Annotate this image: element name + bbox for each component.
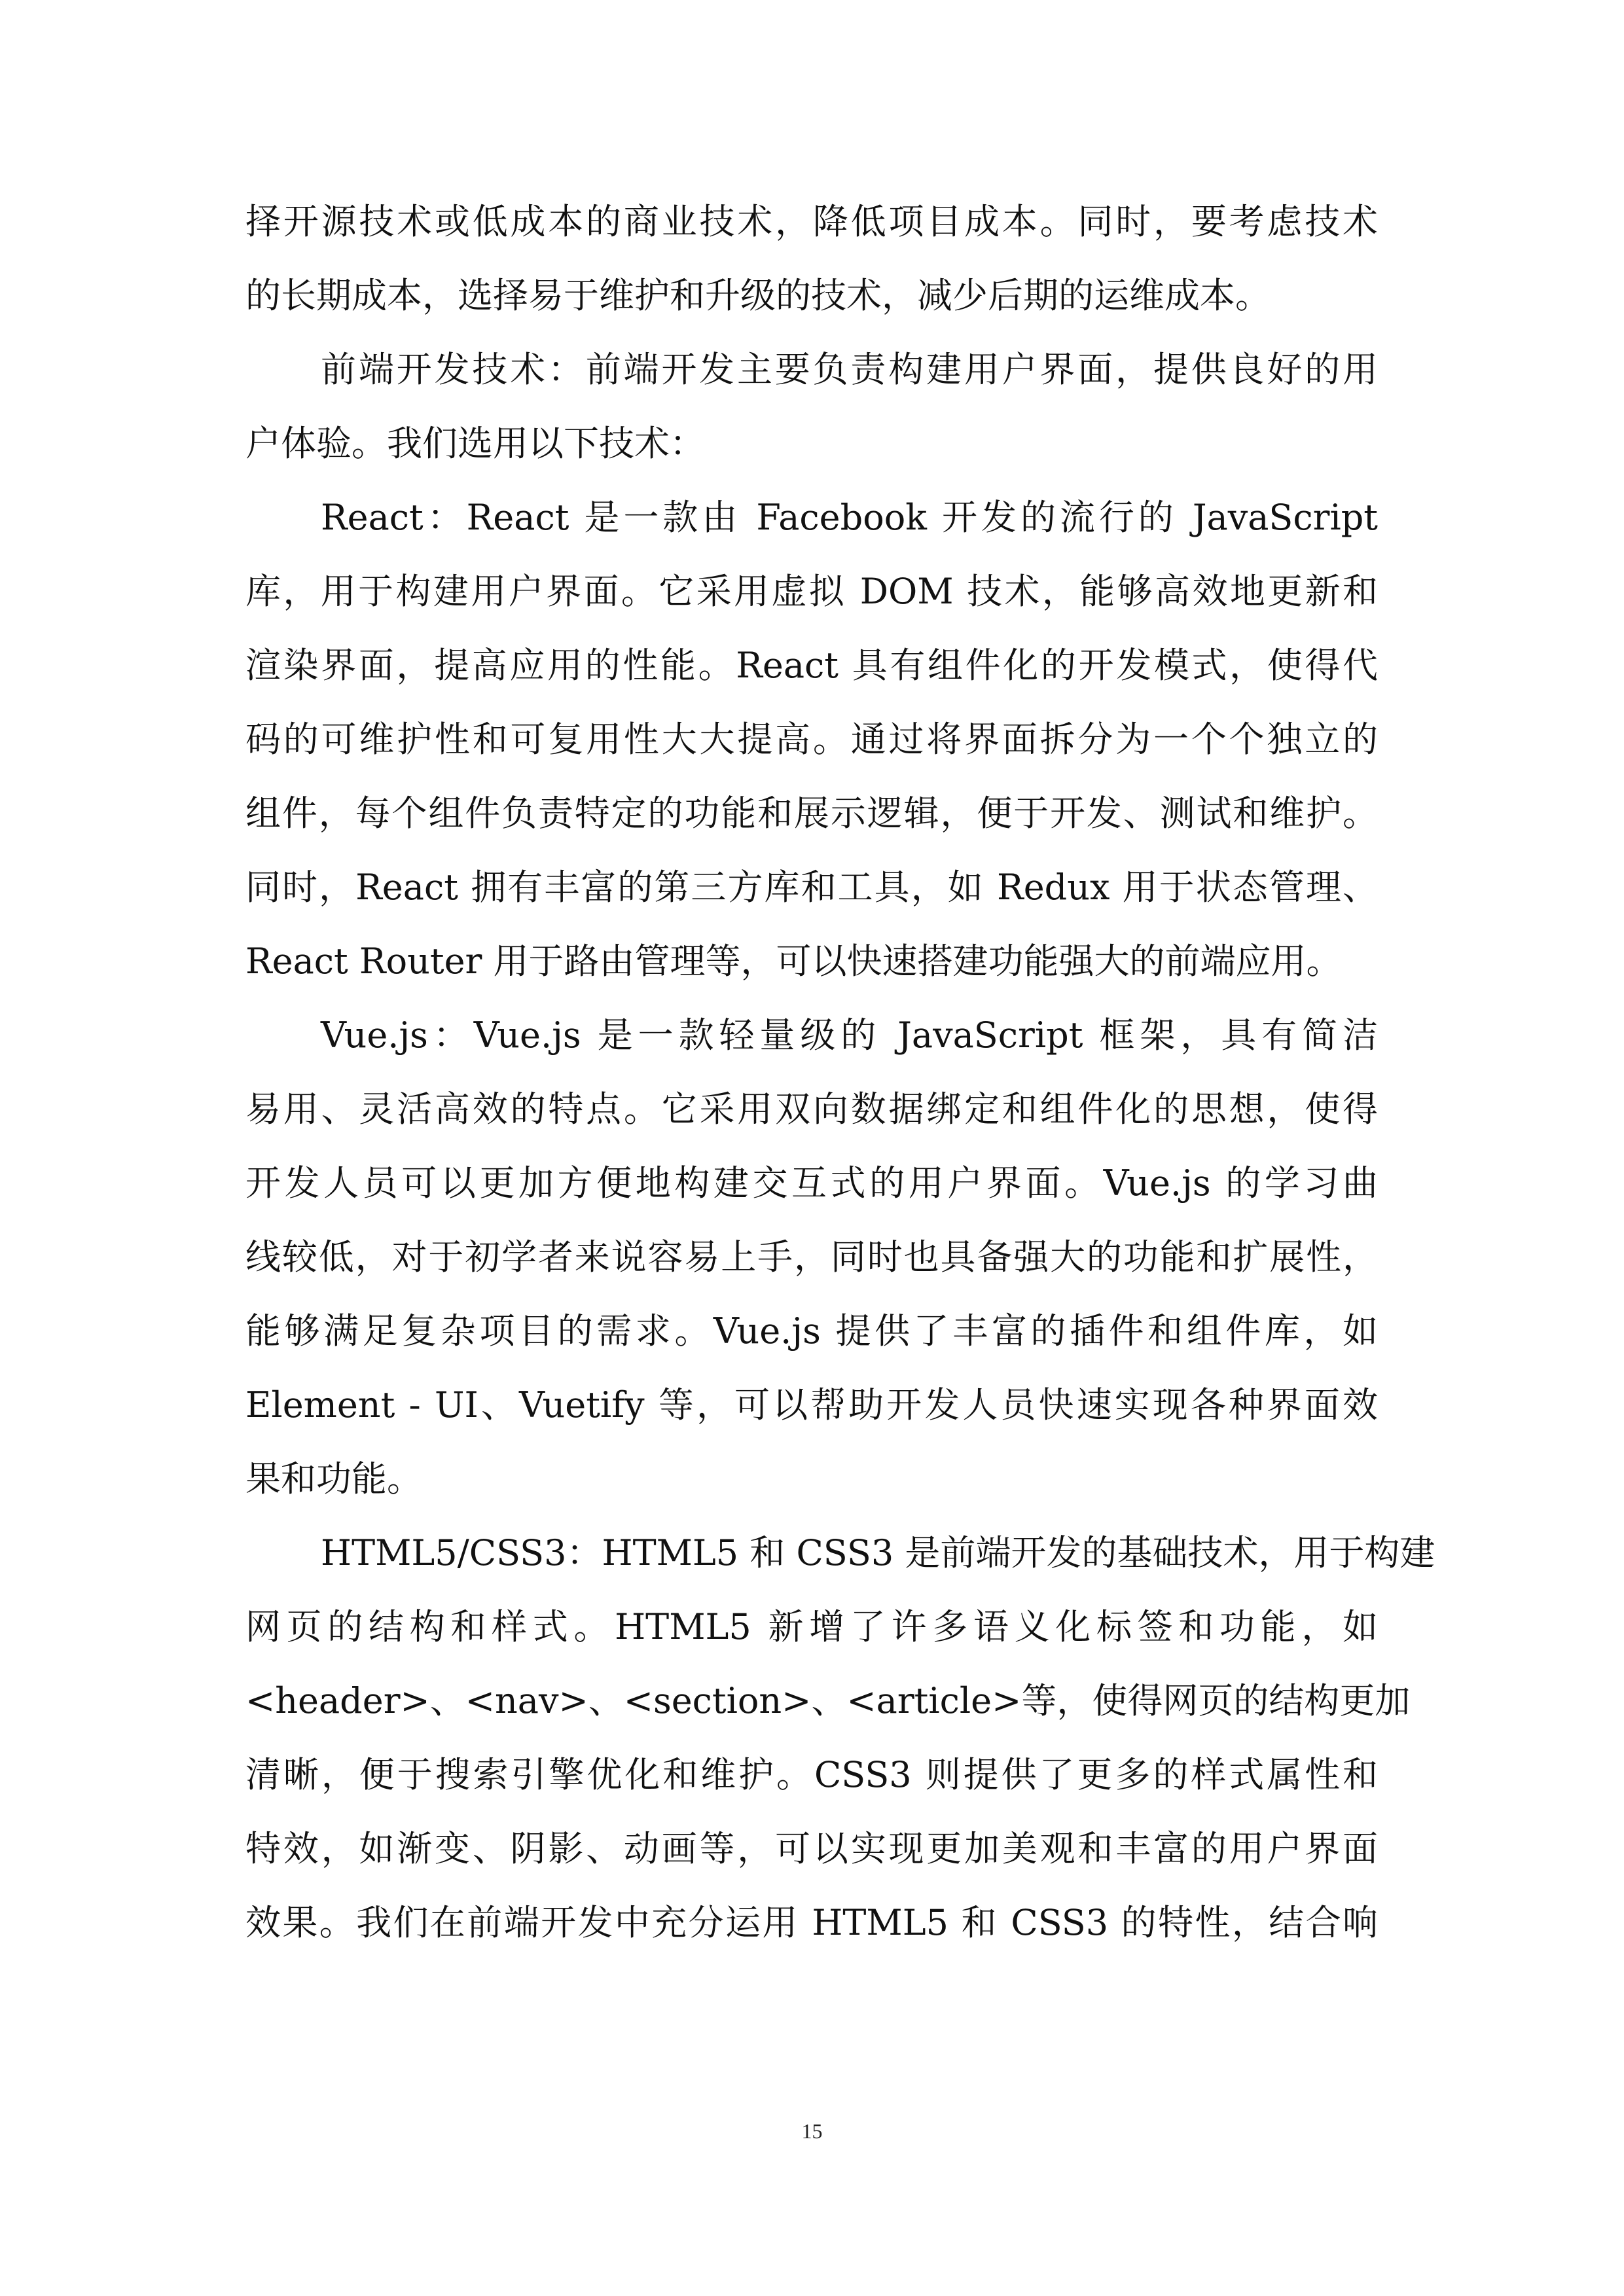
text-line: 易用、灵活高效的特点。它采用双向数据绑定和组件化的思想，使得 — [245, 1088, 1378, 1130]
text-line: HTML5/CSS3：HTML5 和 CSS3 是前端开发的基础技术，用于构建 — [321, 1532, 1435, 1573]
text-line: Element - UI、Vuetify 等，可以帮助开发人员快速实现各种界面效 — [245, 1384, 1378, 1426]
text-line: 组件，每个组件负责特定的功能和展示逻辑，便于开发、测试和维护。 — [245, 793, 1378, 834]
text-line: React：React 是一款由 Facebook 开发的流行的 JavaScript — [321, 497, 1378, 538]
text-line: React Router 用于路由管理等，可以快速搭建功能强大的前端应用。 — [245, 941, 1342, 982]
text-line: 线较低，对于初学者来说容易上手，同时也具备强大的功能和扩展性， — [245, 1236, 1378, 1278]
text-line: 前端开发技术：前端开发主要负责构建用户界面，提供良好的用 — [321, 349, 1378, 390]
body-text — [245, 185, 1435, 1960]
text-line: 择开源技术或低成本的商业技术，降低项目成本。同时，要考虑技术 — [245, 201, 1378, 242]
text-line: 能够满足复杂项目的需求。Vue.js 提供了丰富的插件和组件库，如 — [245, 1310, 1378, 1352]
text-line: 网页的结构和样式。HTML5 新增了许多语义化标签和功能，如 — [245, 1606, 1378, 1647]
page-number: 15 — [801, 2119, 823, 2143]
text-line: 效果。我们在前端开发中充分运用 HTML5 和 CSS3 的特性，结合响 — [245, 1902, 1378, 1943]
text-line: 同时，React 拥有丰富的第三方库和工具，如 Redux 用于状态管理、 — [245, 867, 1378, 908]
text-line: 清晰，便于搜索引擎优化和维护。CSS3 则提供了更多的样式属性和 — [245, 1754, 1378, 1795]
text-line: Vue.js：Vue.js 是一款轻量级的 JavaScript 框架，具有简洁 — [321, 1014, 1378, 1056]
text-line: 的长期成本，选择易于维护和升级的技术，减少后期的运维成本。 — [245, 275, 1271, 316]
text-line: 码的可维护性和可复用性大大提高。通过将界面拆分为一个个独立的 — [245, 719, 1378, 760]
text-line: 特效，如渐变、阴影、动画等，可以实现更加美观和丰富的用户界面 — [245, 1828, 1378, 1869]
text-line: 库，用于构建用户界面。它采用虚拟 DOM 技术，能够高效地更新和 — [245, 571, 1378, 612]
text-line: 户体验。我们选用以下技术： — [245, 423, 705, 464]
text-line: <header>、<nav>、<section>、<article>等，使得网页的结构更加 — [245, 1680, 1411, 1721]
text-line: 开发人员可以更加方便地构建交互式的用户界面。Vue.js 的学习曲 — [245, 1162, 1378, 1204]
text-line: 果和功能。 — [245, 1458, 422, 1499]
text-line: 渲染界面，提高应用的性能。React 具有组件化的开发模式，使得代 — [245, 645, 1378, 686]
